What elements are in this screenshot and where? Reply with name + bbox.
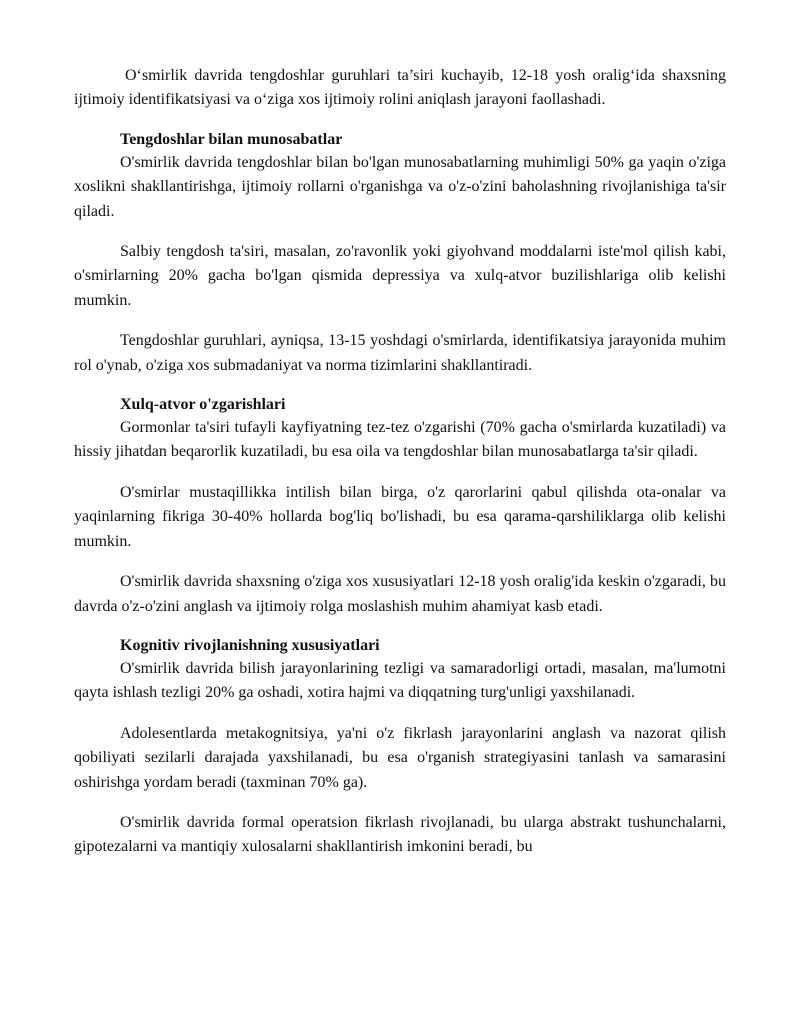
- paragraph: Adolesentlarda metakognitsiya, ya'ni o'z fikrlash jarayonlarini anglash va nazorat qilish qobiliyati sezilarli darajada yaxshilanadi, bu esa o'rganish strategiyasini tanlash va samarasini oshirishga yordam beradi (taxminan 70% ga).: [74, 724, 726, 791]
- intro-paragraph: O‘smirlik davrida tengdoshlar guruhlari ta’siri kuchayib, 12-18 yosh oralig‘ida shaxsning ijtimoiy identifikatsiyasi va o‘ziga xos ijtimoiy rolini aniqlash jarayoni faollashadi.: [74, 67, 726, 109]
- paragraph: Gormonlar ta'siri tufayli kayfiyatning tez-tez o'zgarishi (70% gacha o'smirlarda kuzatiladi) va hissiy jihatdan beqarorlik kuzatiladi, bu esa oila va tengdoshlar bilan munosabatlarga ta'sir qiladi.: [74, 419, 726, 461]
- section-heading-behavior-changes: Xulq-atvor o'zgarishlari: [120, 396, 286, 414]
- paragraph: O'smirlik davrida formal operatsion fikrlash rivojlanadi, bu ularga abstrakt tushunchalarni, gipotezalarni va mantiqiy xulosalarni shakllantirish imkonini beradi, bu: [74, 813, 726, 856]
- paragraph: Tengdoshlar guruhlari, ayniqsa, 13-15 yoshdagi o'smirlarda, identifikatsiya jarayonida muhim rol o'ynab, o'ziga xos submadaniyat va norma tizimlarini shakllantiradi.: [74, 332, 726, 374]
- document-page: [74, 64, 726, 860]
- paragraph: O'smirlar mustaqillikka intilish bilan birga, o'z qarorlarini qabul qilishda ota-onalar va yaqinlarning fikriga 30-40% hollarda bog'liq bo'lishadi, bu esa qarama-qarshiliklarga olib kelishi mumkin.: [74, 483, 726, 550]
- section-heading-cognitive-development: Kognitiv rivojlanishning xususiyatlari: [120, 636, 380, 654]
- section-heading-peer-relations: Tengdoshlar bilan munosabatlar: [120, 130, 343, 148]
- paragraph: Salbiy tengdosh ta'siri, masalan, zo'ravonlik yoki giyohvand moddalarni iste'mol qilish kabi, o'smirlarning 20% gacha bo'lgan qismida depressiya va xulq-atvor buzilishlariga olib kelishi mumkin.: [74, 243, 726, 309]
- paragraph: O'smirlik davrida shaxsning o'ziga xos xususiyatlari 12-18 yosh oralig'ida keskin o'zgaradi, bu davrda o'z-o'zini anglash va ijtimoiy rolga moslashish muhim ahamiyat kasb etadi.: [74, 573, 726, 615]
- paragraph: O'smirlik davrida bilish jarayonlarining tezligi va samaradorligi ortadi, masalan, ma'lumotni qayta ishlash tezligi 20% ga oshadi, xotira hajmi va diqqatning turg'unligi yaxshilanadi.: [74, 659, 726, 702]
- paragraph: O'smirlik davrida tengdoshlar bilan bo'lgan munosabatlarning muhimligi 50% ga yaqin o'ziga xoslikni shakllantirishga, ijtimoiy rollarni o'rganishga va o'z-o'zini baholashning rivojlanishiga ta'sir qiladi.: [74, 153, 726, 220]
